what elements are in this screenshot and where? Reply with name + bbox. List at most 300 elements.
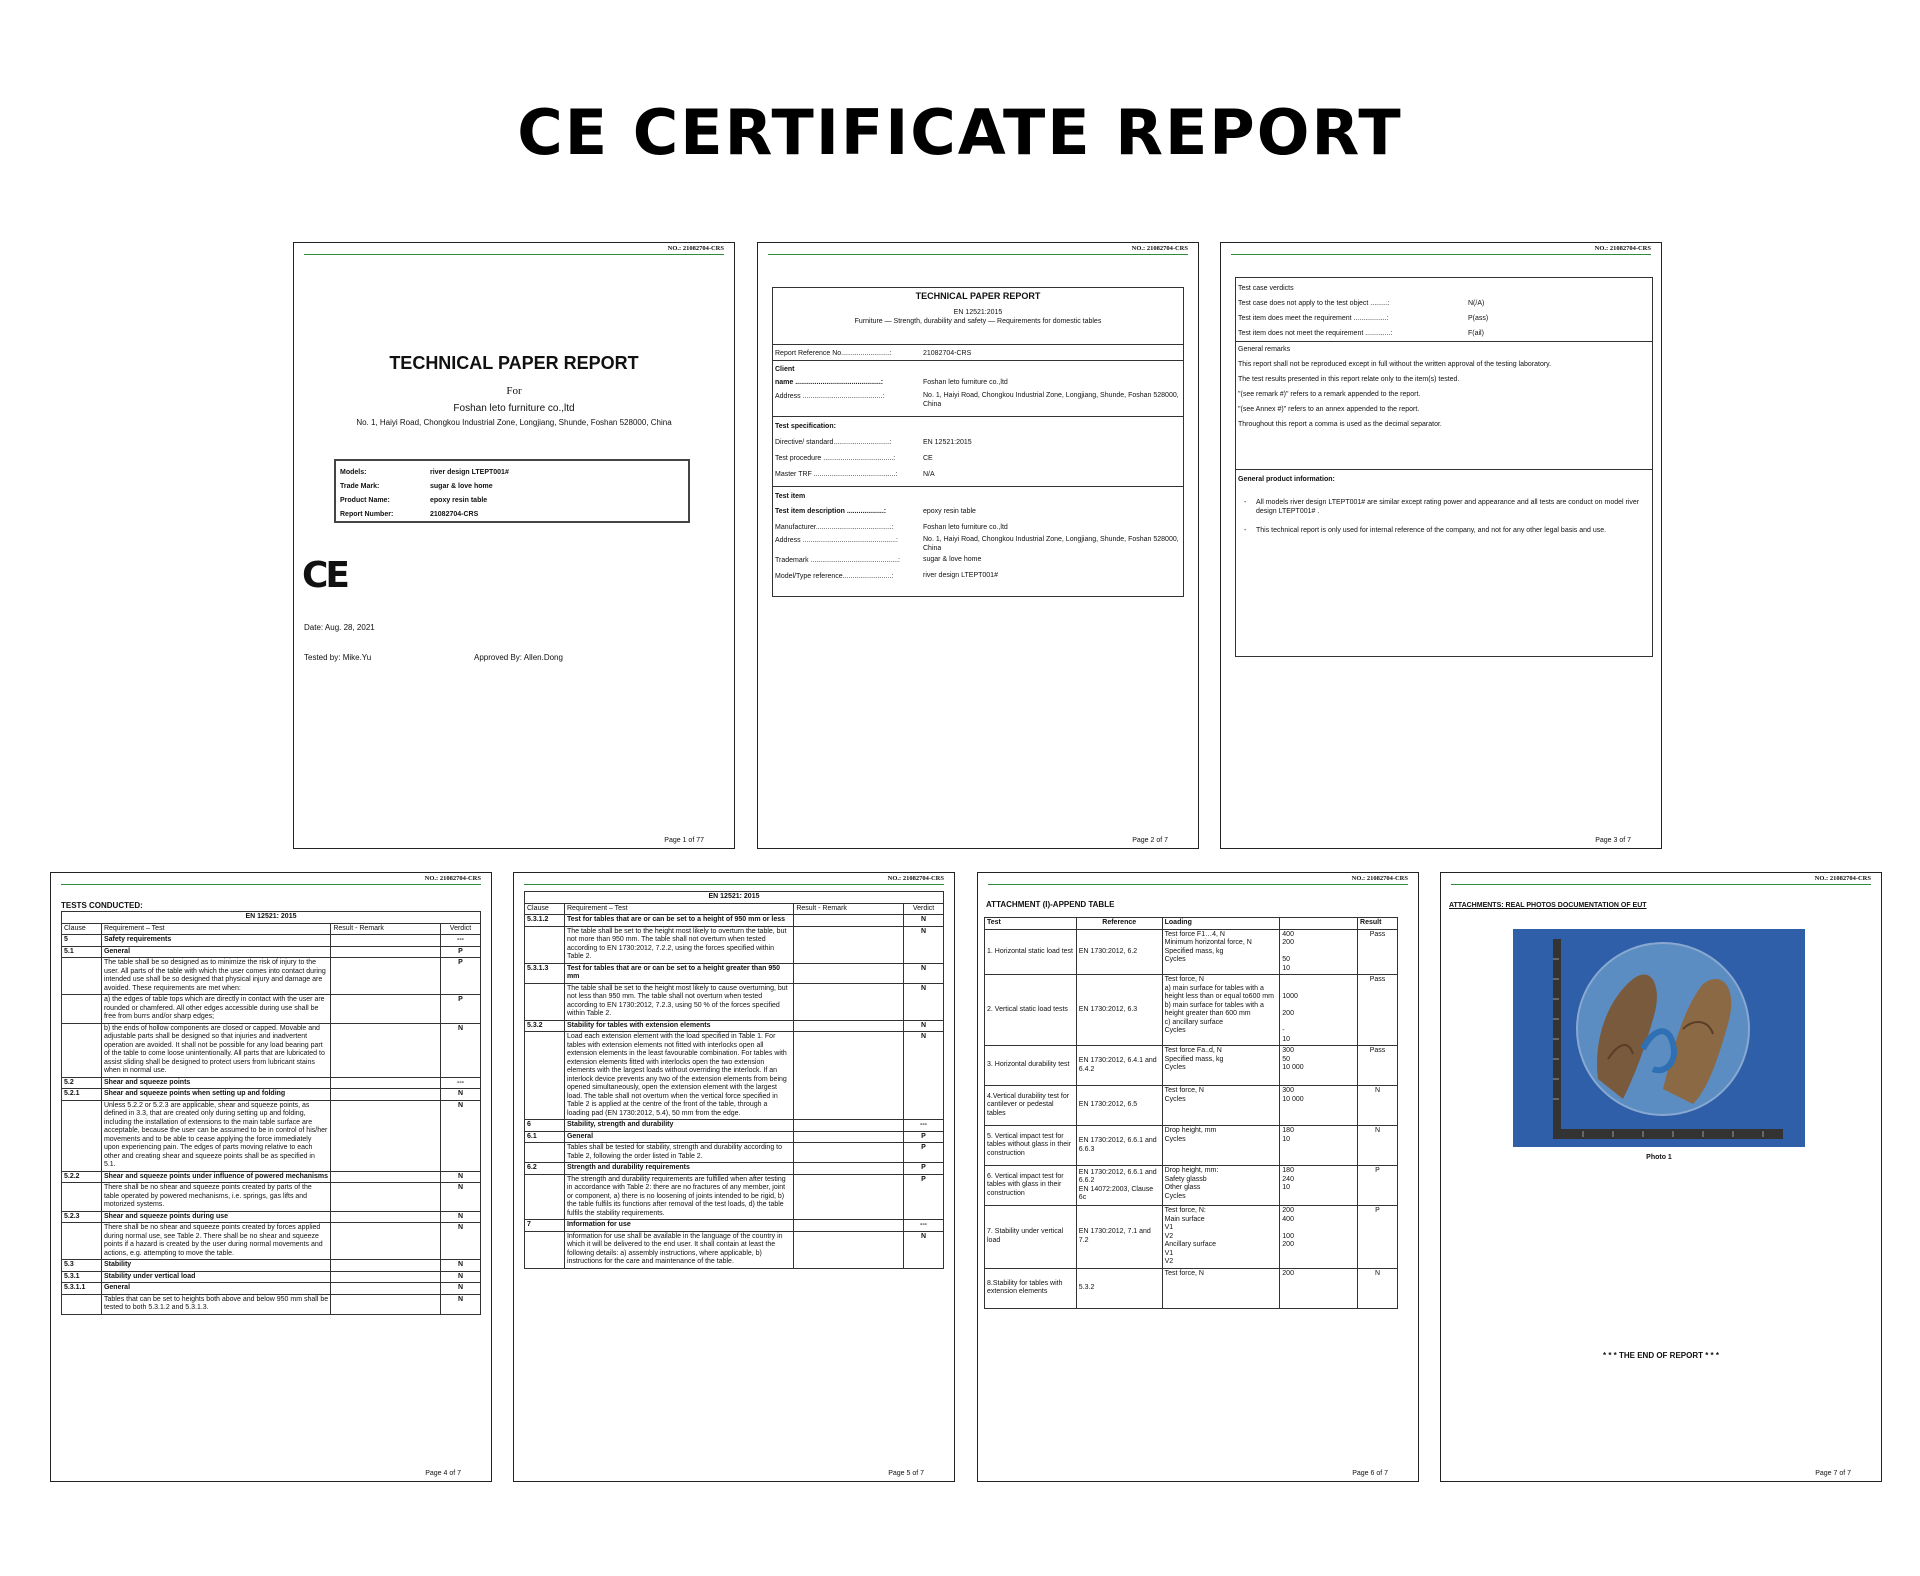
page-number: Page 1 of 77: [664, 837, 704, 844]
report-heading: TECHNICAL PAPER REPORT: [389, 353, 639, 373]
clause-cell: [525, 1174, 565, 1220]
table-row: [62, 935, 481, 947]
remark-cell: [331, 1283, 441, 1295]
table-row: [62, 995, 481, 1024]
reference-cell: EN 1730:2012, 6.4.1 and 6.4.2: [1076, 1046, 1162, 1086]
verdict-cell: N: [904, 1032, 944, 1120]
requirement-cell: Tables shall be tested for stability, strength and durability according to Table 2, following the order listed in Table 2.: [564, 1143, 793, 1163]
header-rule: [988, 884, 1408, 885]
ref-value: 21082704-CRS: [923, 350, 972, 357]
clause-cell: 5.2.3: [62, 1211, 102, 1223]
remarks-label: General remarks: [1238, 346, 1291, 353]
requirement-cell: Load each extension element with the load specified in Table 1. For tables with extension elements not fitted with interlocks open all extension elements in the least favourable combination. For tables with extension elements fitted with interlocks open the two extension elements with the largest loads without overriding the interlock. If an interlock device prevents any two of the extension elements from being opened simultaneously, open the extension element with the largest load. The table shall not overturn when the vertical force specified in Table 2 is applied at the centre of the front of the table, through a loading pad (EN 1730:2012, 5.4), 50 mm from the edge.: [564, 1032, 793, 1120]
clause-cell: 7: [525, 1220, 565, 1232]
tests-conducted-label: TESTS CONDUCTED:: [61, 901, 143, 910]
requirement-cell: Strength and durability requirements: [564, 1163, 793, 1175]
end-of-report: * * * THE END OF REPORT * * *: [1602, 1351, 1720, 1360]
remark-cell: [331, 946, 441, 958]
remark-line: "(see remark #)" refers to a remark appended to the report.: [1238, 391, 1421, 398]
clause-cell: 5.3.1.2: [525, 915, 565, 927]
result-cell: Pass: [1358, 1046, 1398, 1086]
verdict-cell: N: [441, 1100, 481, 1171]
col-header: Clause: [62, 923, 102, 935]
reference-cell: EN 1730:2012, 6.6.1 and 6.6.3: [1076, 1126, 1162, 1166]
table-row: [62, 1283, 481, 1295]
model-value: river design LTEPT001#: [923, 572, 998, 579]
clause-cell: 6: [525, 1120, 565, 1132]
requirement-cell: a) the edges of table tops which are directly in contact with the user are rounded or chamfered. All other edges accessible during use shall be free from burrs and/or sharp edges;: [101, 995, 330, 1024]
verdict-cell: P: [441, 958, 481, 995]
table-row: [525, 983, 944, 1020]
clause-cell: 6.2: [525, 1163, 565, 1175]
remark-cell: [794, 1163, 904, 1175]
clause-cell: [525, 983, 565, 1020]
table-row: [62, 1089, 481, 1101]
value-cell: 1000 200 - 10: [1280, 975, 1358, 1046]
table-row: [525, 1231, 944, 1268]
page-number: Page 7 of 7: [1815, 1470, 1851, 1477]
clause-cell: [525, 1231, 565, 1268]
box-key: Trade Mark:: [340, 482, 380, 490]
verdict-cell: N: [904, 915, 944, 927]
model-info-box: [334, 459, 690, 523]
verdict-cell: ---: [904, 1220, 944, 1232]
verdict-cell: P: [904, 1174, 944, 1220]
remark-line: This report shall not be reproduced except in full without the written approval of the testing laboratory.: [1238, 361, 1552, 368]
address2-label: Address ................................................:: [775, 537, 898, 544]
clause-cell: [525, 1032, 565, 1120]
clause-cell: 5: [62, 935, 102, 947]
test-cell: 4.Vertical durability test for cantilever or pedestal tables: [985, 1086, 1077, 1126]
verdict-value: P(ass): [1468, 315, 1489, 322]
test-cell: 8.Stability for tables with extension elements: [985, 1268, 1077, 1308]
requirement-cell: The table shall be so designed as to minimize the risk of injury to the user. All parts of the table with which the user comes into contact during intended use shall be so designed that physical injury and damage are avoided. These requirements are met when:: [101, 958, 330, 995]
verdict-cell: P: [904, 1163, 944, 1175]
report-page-3: [1220, 242, 1662, 849]
company-address: No. 1, Haiyi Road, Chongkou Industrial Zone, Longjiang, Shunde, Foshan 528000, China: [356, 418, 672, 427]
box-value: river design LTEPT001#: [430, 468, 509, 476]
verdict-cell: N: [441, 1294, 481, 1314]
requirement-cell: General: [101, 946, 330, 958]
manufacturer-value: Foshan leto furniture co.,ltd: [923, 524, 1008, 531]
client-label: Client: [775, 366, 795, 373]
ref-label: Report Reference No.........................:: [775, 350, 892, 357]
col-header: Test: [985, 918, 1077, 930]
remark-cell: [794, 1174, 904, 1220]
table-row: [525, 1020, 944, 1032]
verdict-key: Test item does meet the requirement .................:: [1238, 315, 1389, 322]
report-number: NO.: 21082704-CRS: [424, 875, 481, 882]
remark-cell: [331, 1271, 441, 1283]
table-row: [985, 1166, 1398, 1206]
box-key: Product Name:: [340, 496, 390, 504]
report-number: NO.: 21082704-CRS: [887, 875, 944, 882]
result-cell: P: [1358, 1206, 1398, 1269]
verdict-cell: N: [904, 1020, 944, 1032]
requirement-cell: Safety requirements: [101, 935, 330, 947]
col-header: [1280, 918, 1358, 930]
table-row: [62, 1171, 481, 1183]
spec-label: Test specification:: [775, 423, 836, 430]
table-row: [525, 926, 944, 963]
requirement-cell: Unless 5.2.2 or 5.2.3 are applicable, shear and squeeze points, as defined in 3.3, that are created only during setting up and folding, including the installation of extensions to the main table surface are acceptable, because the user can be assumed to be in control of his/her movements and to be able to cease applying the force immediately upon experiencing pain. The edges of parts moving relative to each other and creating shear and squeeze points shall be as specified in 5.1.: [101, 1100, 330, 1171]
col-header: Requirement – Test: [101, 923, 330, 935]
test-cell: 2. Vertical static load tests: [985, 975, 1077, 1046]
test-cell: 5. Vertical impact test for tables without glass in their construction: [985, 1126, 1077, 1166]
table-row: [985, 1086, 1398, 1126]
loading-cell: Drop height, mm Cycles: [1162, 1126, 1280, 1166]
test-cell: 1. Horizontal static load test: [985, 929, 1077, 975]
trademark-value: sugar & love home: [923, 556, 982, 563]
client-section: [773, 360, 1183, 416]
page-title: CE CERTIFICATE REPORT: [517, 96, 1403, 169]
procedure-label: Test procedure ....................................:: [775, 455, 896, 462]
verdict-cell: N: [441, 1171, 481, 1183]
report-page-7: [1440, 872, 1882, 1482]
remark-cell: [794, 983, 904, 1020]
header-rule: [1451, 884, 1871, 885]
col-header: Result - Remark: [794, 903, 904, 915]
report-date: Date: Aug. 28, 2021: [304, 623, 375, 632]
verdict-cell: P: [904, 1143, 944, 1163]
remark-cell: [794, 926, 904, 963]
spec-section: [773, 416, 1183, 486]
verdict-cell: N: [904, 926, 944, 963]
verdict-cell: N: [441, 1283, 481, 1295]
loading-cell: Test force, N: [1162, 1268, 1280, 1308]
ce-mark: CE: [302, 555, 348, 596]
tests-table: [524, 891, 944, 1269]
report-number: NO.: 21082704-CRS: [1814, 875, 1871, 882]
clause-cell: [62, 958, 102, 995]
remark-line: Throughout this report a comma is used as the decimal separator.: [1238, 421, 1442, 428]
verdict-cell: N: [904, 1231, 944, 1268]
clause-cell: 5.2.2: [62, 1171, 102, 1183]
table-row: [985, 1046, 1398, 1086]
page-number: Page 2 of 7: [1132, 837, 1168, 844]
requirement-cell: Shear and squeeze points during use: [101, 1211, 330, 1223]
remark-cell: [794, 1220, 904, 1232]
photo-caption: Photo 1: [1646, 1154, 1672, 1161]
item-label: Test item: [775, 493, 806, 500]
product-info-section: [1236, 469, 1652, 550]
table-row: [62, 958, 481, 995]
remark-cell: [794, 1131, 904, 1143]
verdict-cell: ---: [904, 1120, 944, 1132]
verdict-rows: [1236, 297, 1652, 341]
box-value: epoxy resin table: [430, 496, 488, 504]
table-row: [62, 1223, 481, 1260]
table-row: [985, 975, 1398, 1046]
table-row: [985, 1268, 1398, 1308]
ref-section: [773, 344, 1183, 360]
trademark-label: Trademark .............................................:: [775, 557, 900, 564]
remark-cell: [794, 963, 904, 983]
verdict-cell: N: [441, 1183, 481, 1212]
report-page-1: [293, 242, 735, 849]
test-cell: 3. Horizontal durability test: [985, 1046, 1077, 1086]
trf-value: N/A: [923, 471, 935, 478]
value-cell: 180 240 10: [1280, 1166, 1358, 1206]
name-value: Foshan leto furniture co.,ltd: [923, 379, 1008, 386]
reference-cell: EN 1730:2012, 6.5: [1076, 1086, 1162, 1126]
test-cell: 6. Vertical impact test for tables with glass in their construction: [985, 1166, 1077, 1206]
verdict-cell: ---: [441, 935, 481, 947]
box-key: Models:: [340, 468, 367, 476]
loading-cell: Test force, N a) main surface for tables with a height less than or equal to600 mm b) main surface for tables with a height greater than 600 mm c) ancillary surface Cycles: [1162, 975, 1280, 1046]
report-number: NO.: 21082704-CRS: [1131, 245, 1188, 252]
directive-label: Directive/ standard.............................:: [775, 439, 892, 446]
attachment-heading: ATTACHMENT (I)-APPEND TABLE: [986, 900, 1115, 909]
verdict-cell: P: [441, 995, 481, 1024]
clause-cell: 5.2: [62, 1077, 102, 1089]
verdict-key: Test case does not apply to the test object .........:: [1238, 300, 1390, 307]
verdict-key: Test item does not meet the requirement .............:: [1238, 330, 1393, 337]
verdict-cell: P: [441, 946, 481, 958]
clause-cell: [525, 926, 565, 963]
remark-cell: [331, 1077, 441, 1089]
clause-cell: 5.2.1: [62, 1089, 102, 1101]
result-cell: Pass: [1358, 975, 1398, 1046]
verdicts-box: [1235, 277, 1653, 657]
table-row: [525, 1120, 944, 1132]
col-header: Result - Remark: [331, 923, 441, 935]
verdict-cell: N: [441, 1211, 481, 1223]
reference-cell: EN 1730:2012, 6.3: [1076, 975, 1162, 1046]
model-label: Model/Type reference.........................:: [775, 573, 894, 580]
table-row: [62, 1294, 481, 1314]
clause-cell: [62, 1100, 102, 1171]
table-row: [62, 1271, 481, 1283]
remark-cell: [331, 1211, 441, 1223]
clause-cell: 5.3.2: [525, 1020, 565, 1032]
remark-line: "(see Annex #)" refers to an annex appended to the report.: [1238, 406, 1420, 413]
tested-by: Tested by: Mike.Yu: [304, 653, 372, 662]
product-info-bullet: - This technical report is only used for internal reference of the company, and not for any other legal basis and use.: [1238, 526, 1642, 535]
requirement-cell: Information for use: [564, 1220, 793, 1232]
attachment-heading: ATTACHMENTS: REAL PHOTOS DOCUMENTATION OF EUT: [1449, 902, 1647, 909]
value-cell: 200: [1280, 1268, 1358, 1308]
remark-cell: [331, 1223, 441, 1260]
requirement-cell: Shear and squeeze points when setting up and folding: [101, 1089, 330, 1101]
product-photo: [1513, 929, 1805, 1147]
remark-cell: [794, 1231, 904, 1268]
clause-cell: 5.1: [62, 946, 102, 958]
header-rule: [524, 884, 944, 885]
table-row: [62, 1077, 481, 1089]
clause-cell: [62, 1294, 102, 1314]
col-header: Loading: [1162, 918, 1280, 930]
description-label: Test item description ...................:: [775, 508, 887, 515]
table-row: [525, 1174, 944, 1220]
requirement-cell: There shall be no shear and squeeze points created by forces applied during normal use, see Table 2. There shall be no shear and squeeze points if a hazard is created by the user during normal movements and actions, e.g. attempting to move the table.: [101, 1223, 330, 1260]
table-row: [62, 1260, 481, 1272]
requirement-cell: Stability: [101, 1260, 330, 1272]
remark-cell: [331, 958, 441, 995]
table-row: [62, 946, 481, 958]
epoxy-table-photo-icon: [1513, 929, 1805, 1147]
verdict-cell: N: [441, 1271, 481, 1283]
manufacturer-label: Manufacturer.......................................:: [775, 524, 894, 531]
address-value: No. 1, Haiyi Road, Chongkou Industrial Zone, Longjiang, Shunde, Foshan 528000, China: [923, 392, 1179, 408]
table-row: [525, 1163, 944, 1175]
result-cell: N: [1358, 1086, 1398, 1126]
requirement-cell: Stability for tables with extension elements: [564, 1020, 793, 1032]
header-rule: [61, 884, 481, 885]
requirement-cell: Shear and squeeze points: [101, 1077, 330, 1089]
table-row: [62, 1211, 481, 1223]
verdict-cell: P: [904, 1131, 944, 1143]
page-number: Page 6 of 7: [1352, 1470, 1388, 1477]
requirement-cell: Stability under vertical load: [101, 1271, 330, 1283]
box-key: Report Number:: [340, 510, 394, 518]
remark-cell: [331, 1183, 441, 1212]
remark-cell: [331, 1260, 441, 1272]
table-standard: EN 12521: 2015: [62, 912, 481, 924]
header-rule: [1231, 254, 1651, 255]
result-cell: P: [1358, 1166, 1398, 1206]
address2-value: No. 1, Haiyi Road, Chongkou Industrial Zone, Longjiang, Shunde, Foshan 528000, China: [923, 536, 1179, 552]
product-info-label: General product information:: [1238, 476, 1335, 483]
col-header: Verdict: [441, 923, 481, 935]
report-number: NO.: 21082704-CRS: [1351, 875, 1408, 882]
remark-cell: [331, 1023, 441, 1077]
clause-cell: 6.1: [525, 1131, 565, 1143]
remark-cell: [331, 1089, 441, 1101]
report-page-6: [977, 872, 1419, 1482]
requirement-cell: The strength and durability requirements are fulfilled when after testing in accordance with Table 2: there are no fractures of any member, joint or component, a) there is no loosening of joints intended to be rigid, b) the table fulfils its functions after removal of the test loads, d) the table fulfils the stability requirements.: [564, 1174, 793, 1220]
col-header: Requirement – Test: [564, 903, 793, 915]
report-heading: TECHNICAL PAPER REPORT: [915, 291, 1041, 301]
test-cell: 7. Stability under vertical load: [985, 1206, 1077, 1269]
result-cell: N: [1358, 1268, 1398, 1308]
remark-line: The test results presented in this report relate only to the item(s) tested.: [1238, 376, 1460, 383]
value-cell: 300 50 10 000: [1280, 1046, 1358, 1086]
report-page-4: [50, 872, 492, 1482]
loading-cell: Test force F1…4, N Minimum horizontal force, N Specified mass, kg Cycles: [1162, 929, 1280, 975]
value-cell: 180 10: [1280, 1126, 1358, 1166]
trf-label: Master TRF ..........................................:: [775, 471, 898, 478]
loading-cell: Test force, N: Main surface V1 V2 Ancillary surface V1 V2: [1162, 1206, 1280, 1269]
tests-table: [61, 911, 481, 1315]
loading-cell: Test force, N Cycles: [1162, 1086, 1280, 1126]
remark-cell: [794, 915, 904, 927]
reference-cell: EN 1730:2012, 6.2: [1076, 929, 1162, 975]
verdict-cell: N: [441, 1223, 481, 1260]
requirement-cell: General: [101, 1283, 330, 1295]
result-cell: N: [1358, 1126, 1398, 1166]
value-cell: 400 200 50 10: [1280, 929, 1358, 975]
verdict-cell: N: [904, 983, 944, 1020]
requirement-cell: Stability, strength and durability: [564, 1120, 793, 1132]
directive-value: EN 12521:2015: [923, 439, 972, 446]
description-value: epoxy resin table: [923, 508, 976, 515]
table-row: [525, 1032, 944, 1120]
remark-cell: [794, 1020, 904, 1032]
clause-cell: [62, 1023, 102, 1077]
remark-cell: [331, 995, 441, 1024]
requirement-cell: Test for tables that are or can be set to a height greater than 950 mm: [564, 963, 793, 983]
requirement-cell: Information for use shall be available in the language of the country in which it will be delivered to the end user. It shall contain at least the following details: a) assembly instructions, where applicable, b) instructions for the care and maintenance of the table.: [564, 1231, 793, 1268]
clause-cell: 5.3.1.3: [525, 963, 565, 983]
name-label: name ............................................:: [775, 379, 884, 386]
remark-cell: [794, 1032, 904, 1120]
remark-cell: [331, 1171, 441, 1183]
clause-cell: [62, 1223, 102, 1260]
page-number: Page 5 of 7: [888, 1470, 924, 1477]
verdict-cell: N: [904, 963, 944, 983]
table-row: [525, 915, 944, 927]
report-info-box: [772, 287, 1184, 597]
requirement-cell: Shear and squeeze points under influence of powered mechanisms: [101, 1171, 330, 1183]
page-number: Page 3 of 7: [1595, 837, 1631, 844]
table-standard: EN 12521: 2015: [525, 892, 944, 904]
verdict-cell: N: [441, 1089, 481, 1101]
clause-cell: [62, 1183, 102, 1212]
clause-cell: [62, 995, 102, 1024]
col-header: Reference: [1076, 918, 1162, 930]
report-number: NO.: 21082704-CRS: [667, 245, 724, 252]
col-header: Clause: [525, 903, 565, 915]
reference-cell: EN 1730:2012, 7.1 and 7.2: [1076, 1206, 1162, 1269]
requirement-cell: There shall be no shear and squeeze points created by parts of the table operated by powered mechanisms, i.e. springs, gas lifts and motorized systems.: [101, 1183, 330, 1212]
requirement-cell: Test for tables that are or can be set to a height of 950 mm or less: [564, 915, 793, 927]
remark-cell: [331, 1100, 441, 1171]
product-info-bullet: - All models river design LTEPT001# are similar except rating power and appearance and all tests are conduct on model river design LTEPT001# .: [1238, 498, 1642, 516]
requirement-cell: General: [564, 1131, 793, 1143]
verdicts-label: Test case verdicts: [1238, 285, 1294, 292]
table-row: [62, 1100, 481, 1171]
value-cell: 200 400 100 200: [1280, 1206, 1358, 1269]
page-number: Page 4 of 7: [425, 1470, 461, 1477]
verdict-cell: N: [441, 1023, 481, 1077]
box-value: 21082704-CRS: [430, 510, 479, 518]
clause-cell: [525, 1143, 565, 1163]
reference-cell: 5.3.2: [1076, 1268, 1162, 1308]
header-rule: [304, 254, 724, 255]
item-section: [773, 486, 1183, 586]
table-row: [985, 1126, 1398, 1166]
standard-description: Furniture — Strength, durability and safety — Requirements for domestic tables: [854, 318, 1102, 325]
verdict-cell: ---: [441, 1077, 481, 1089]
table-row: [985, 929, 1398, 975]
table-row: [62, 1023, 481, 1077]
table-row: [525, 1131, 944, 1143]
loading-cell: Drop height, mm: Safety glassb Other glass Cycles: [1162, 1166, 1280, 1206]
table-row: [525, 963, 944, 983]
requirement-cell: The table shall be set to the height most likely to overturn the table, but not more than 950 mm. The table shall not overturn when tested according to EN 1730:2012, 7.2.2, using the forces specified within Table 2.: [564, 926, 793, 963]
table-row: [525, 1143, 944, 1163]
address-label: Address .........................................:: [775, 393, 885, 400]
report-page-5: [513, 872, 955, 1482]
table-row: [525, 1220, 944, 1232]
value-cell: 300 10 000: [1280, 1086, 1358, 1126]
remark-cell: [794, 1120, 904, 1132]
clause-cell: 5.3.1.1: [62, 1283, 102, 1295]
clause-cell: 5.3: [62, 1260, 102, 1272]
remarks-section: [1236, 341, 1652, 469]
header-rule: [768, 254, 1188, 255]
table-row: [62, 1183, 481, 1212]
col-header: Verdict: [904, 903, 944, 915]
verdict-cell: N: [441, 1260, 481, 1272]
report-page-2: [757, 242, 1199, 849]
reference-cell: EN 1730:2012, 6.6.1 and 6.6.2 EN 14072:2003, Clause 6c: [1076, 1166, 1162, 1206]
approved-by: Approved By: Allen.Dong: [474, 653, 563, 662]
append-table: [984, 917, 1398, 1309]
standard: EN 12521:2015: [953, 309, 1003, 316]
remark-cell: [331, 935, 441, 947]
